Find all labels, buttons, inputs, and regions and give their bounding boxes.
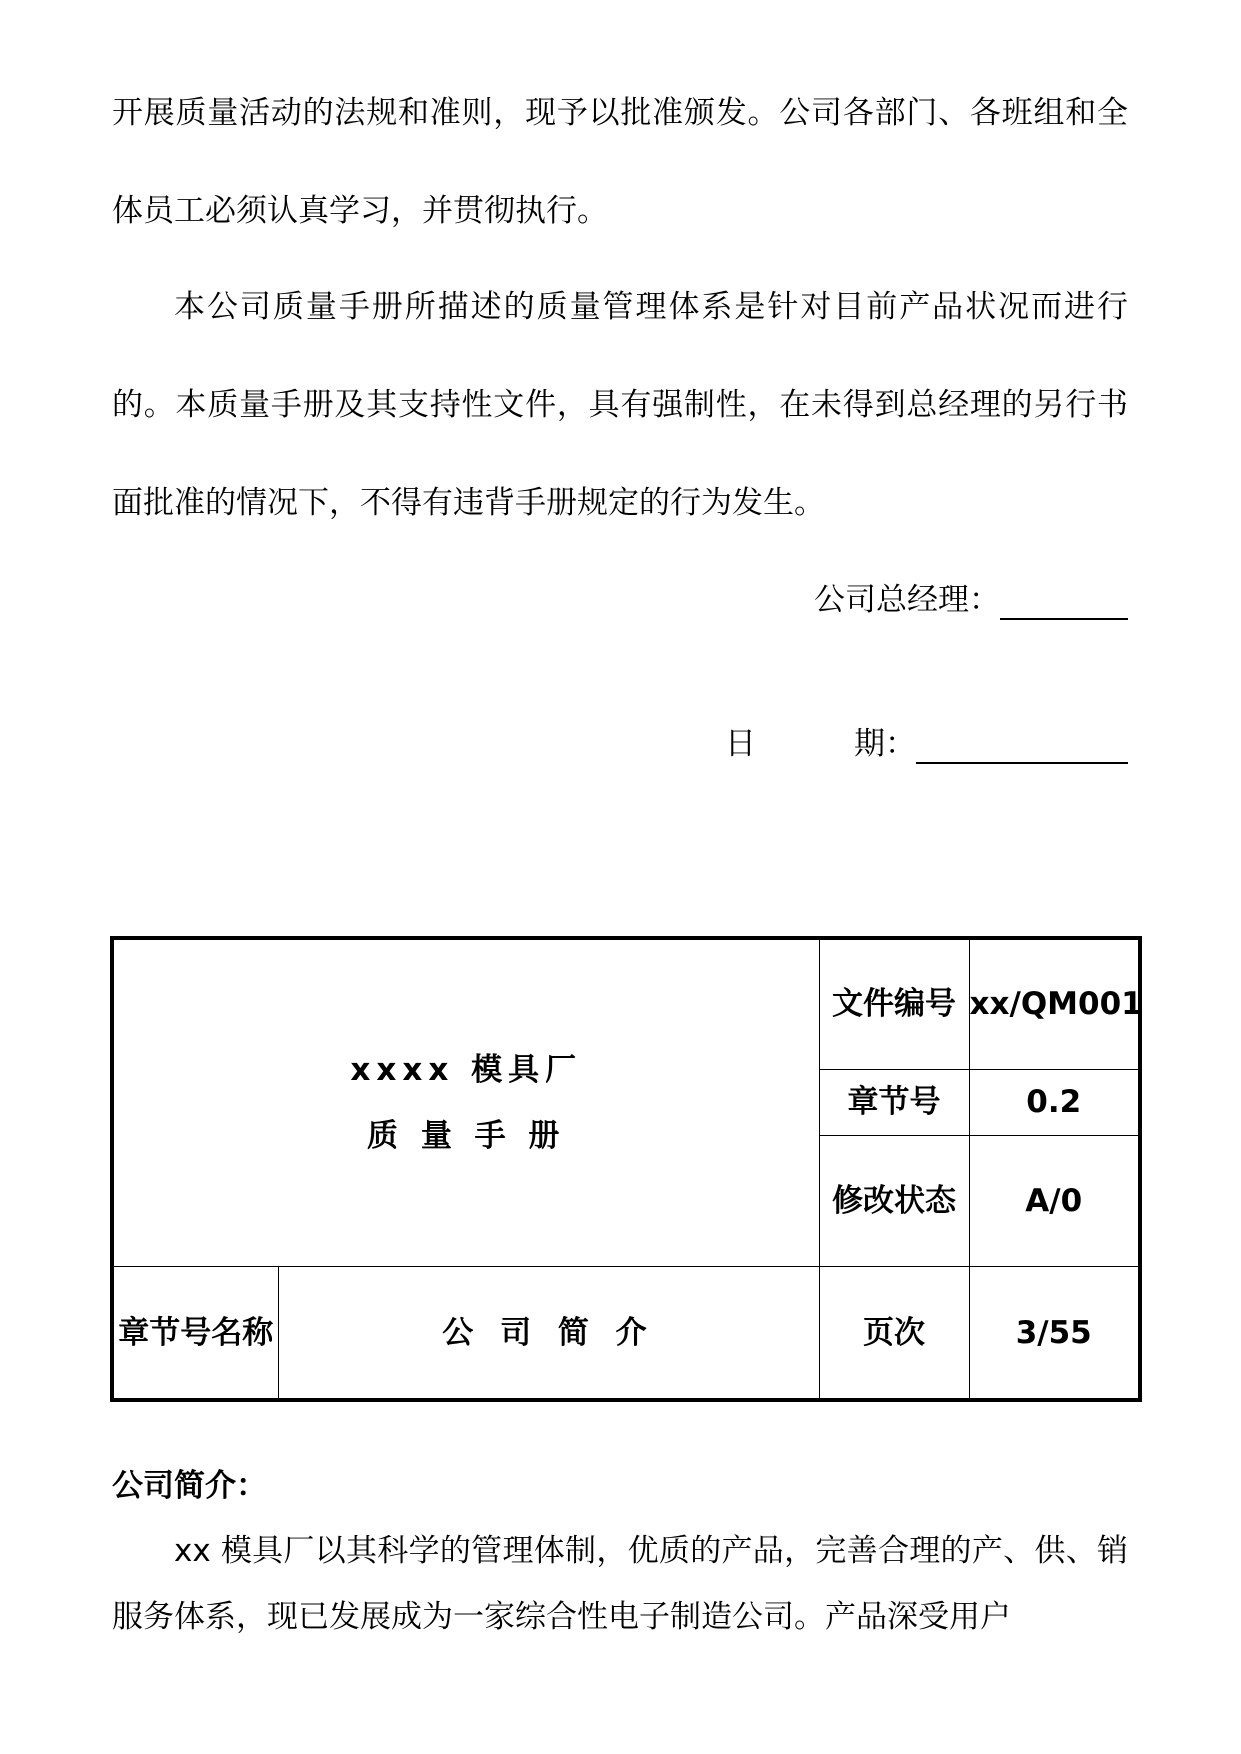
intro-paragraph-2: 本公司质量手册所描述的质量管理体系是针对目前产品状况而进行的。本质量手册及其支持性文件，具有强制性，在未得到总经理的另行书面批准的情况下，不得有违背手册规定的行为发生。 [112,289,1128,521]
intro-paragraph-1: 开展质量活动的法规和准则，现予以批准颁发。公司各部门、各班组和全体员工必须认真学习，并贯彻执行。 [112,95,1128,229]
section-paragraph: xx 模具厂以其科学的管理体制，优质的产品，完善合理的产、供、销服务体系，现已发展成为一家综合性电子制造公司。产品深受用户 [112,1533,1128,1635]
date-label-char-2: 期： [854,726,916,762]
date-label-char-1: 日 [725,726,756,762]
doc-no-value: xx/QM001 [969,938,1140,1069]
page-label: 页次 [819,1267,969,1400]
chapter-no-label: 章节号 [819,1069,969,1136]
chapter-no-value: 0.2 [969,1069,1140,1136]
revision-label: 修改状态 [819,1136,969,1267]
chapter-name-value: 公 司 简 介 [278,1267,819,1400]
manager-label: 公司总经理： [814,582,1000,618]
doc-no-label: 文件编号 [819,938,969,1069]
manager-signature-line [814,580,1128,620]
page-value: 3/55 [969,1267,1140,1400]
date-blank [916,728,1128,764]
chapter-name-label: 章节号名称 [112,1267,278,1400]
manual-title: 质 量 手 册 [367,1118,566,1155]
company-name: xxxx 模具厂 [350,1052,583,1089]
section-heading: 公司简介： [112,1468,267,1504]
document-header-table [110,936,1142,1402]
manager-signature-blank [1000,584,1128,620]
date-line [725,724,1128,764]
revision-value: A/0 [969,1136,1140,1267]
title-cell [112,938,819,1267]
